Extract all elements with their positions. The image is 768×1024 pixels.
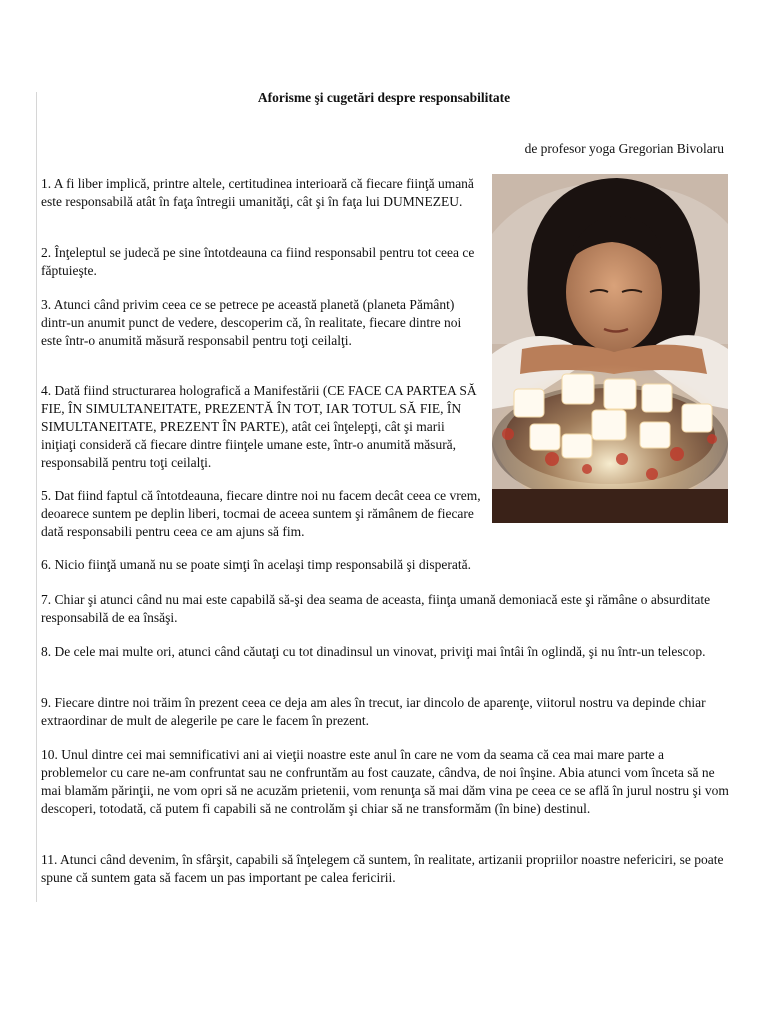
aphorism-9: 9. Fiecare dintre noi trăim în prezent ceea ce deja am ales în trecut, iar dincolo de aparenţe, viitorul nostru va depinde chiar extraordinar de mult de alegerile pe care le facem în prezent. [41,695,706,728]
aphorism-11: 11. Atunci când devenim, în sfârşit, capabili să înţelegem că suntem, în realitate, artizanii propriilor noastre nefericiri, se poate spune că suntem gata să facem un pas important pe calea fericirii. [41,852,724,885]
aphorism-4: 4. Dată fiind structurarea holografică a Manifestării (CE FACE CA PARTEA SĂ FIE, ÎN SIMULTANEITATE, PREZENTĂ ÎN TOT, IAR TOTUL SĂ FIE, ÎN SIMULTANEITATE, PREZENT ÎN PARTE), atât cei înţelepţi, cât şi marii iniţiaţi consideră că fiecare dintre fiinţele umane este, într-o anumită măsură, responsabilă pentru toţi ceilalţi. [41,383,477,470]
aphorism-8: 8. De cele mai multe ori, atunci când căutaţi cu tot dinadinsul un vinovat, priviţi mai întâi în oglindă, şi nu într-un telescop. [41,644,706,659]
aphorism-1: 1. A fi liber implică, printre altele, certitudinea interioară că fiecare fiinţă umană este responsabilă atât în faţa întregii umanităţi, cât şi în faţa lui DUMNEZEU. [41,176,474,209]
page-margin-line [36,92,37,902]
aphorism-6: 6. Nicio fiinţă umană nu se poate simţi în acelaşi timp responsabilă şi disperată. [41,557,472,572]
aphorism-7: 7. Chiar şi atunci când nu mai este capabilă să-şi dea seama de aceasta, fiinţa umană demoniacă este şi rămâne o absurditate responsabilă de ea însăşi. [41,592,711,625]
document-title: Aforisme şi cugetări despre responsabilitate [257,90,511,105]
aphorism-10: 10. Unul dintre cei mai semnificativi ani ai vieţii noastre este anul în care ne vom da seama că cea mai mare parte a problemelor cu care ne-am confruntat sau ne confruntăm au fost cauzate, cândva, de noi înşine. Abia atunci vom înceta să ne mai blamăm părinţii, ne vom opri să ne acuzăm prietenii, vom renunţa să mai dăm vina pe ceea ce se află în jurul nostru şi vom descoperi, totodată, că putem fi capabili să ne controlăm şi chiar să ne transformăm (în bine) destinul. [41,747,729,816]
aphorism-5: 5. Dat fiind faptul că întotdeauna, fiecare dintre noi nu facem decât ceea ce vrem, deoarece suntem pe deplin liberi, tocmai de aceea suntem şi rămânem de fiecare dată responsabili pentru ceea ce am ajuns să fim. [41,488,481,539]
woman-with-candles-photo [492,174,728,523]
document-author: de profesor yoga Gregorian Bivolaru [524,141,724,156]
aphorism-2: 2. Înţeleptul se judecă pe sine întotdeauna ca fiind responsabil pentru tot ceea ce făptuieşte. [41,245,475,278]
photo-illustration [492,174,728,523]
aphorism-3: 3. Atunci când privim ceea ce se petrece pe această planetă (planeta Pământ) dintr-un anumit punct de vedere, descoperim că, în realitate, fiecare dintre noi este într-o anumită măsură responsabil pentru toţi ceilalţi. [41,297,462,348]
